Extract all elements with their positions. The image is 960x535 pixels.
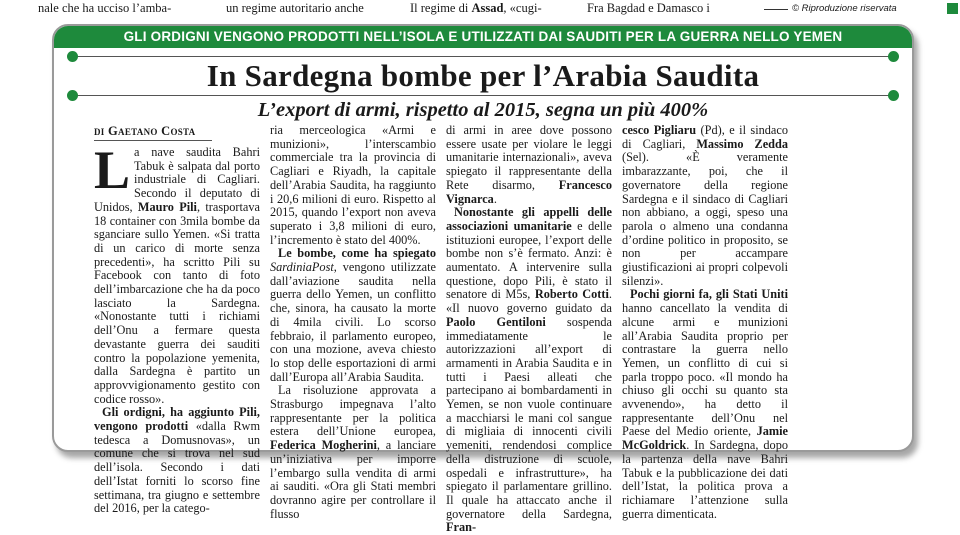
lead-in: Pochi giorni fa, gli Stati Uniti bbox=[630, 287, 788, 302]
body-text: ria merceologica «Armi e munizioni», l’interscambio commerciale tra la provincia di Cagliari e Riyadh, la capitale dell’Arabia Saudita, ha raggiunto i 20,6 milioni di euro. Rispetto al 2015, quando l’export non aveva superato i 3,8 milioni di euro, l’incremento è stato del 400%. bbox=[270, 123, 436, 247]
body-text: (Sel). «È veramente imbarazzante, poi, che il governatore della regione Sardegna e il sindaco di Cagliari non abbiano, a oggi, speso una parola o almeno una condanna d’ordine politico in proposito, se non per accampare giustificazioni ai propri colpevoli silenzi». bbox=[622, 150, 788, 288]
person-name: Paolo Gentiloni bbox=[446, 314, 546, 329]
headline-bottom-rule bbox=[72, 95, 894, 96]
body-text: e delle istituzioni europee, l’export delle bombe non s’è fermato. Anzi: è aumentato. A intervenire sulla questione, dopo Pili, è stato il senatore di M5s, bbox=[446, 218, 612, 302]
kicker-bar bbox=[54, 26, 912, 48]
body-text: La risoluzione approvata a Strasburgo impegnava l’alto rappresentante per la politica estera dell’Unione europea, bbox=[270, 383, 436, 439]
byline: di Gaetano Costa bbox=[94, 124, 196, 138]
source-name: SardiniaPost bbox=[270, 260, 334, 275]
article-column-1 bbox=[94, 140, 261, 516]
body-text: , a lanciare un’iniziativa per imporre l’embargo sulla vendita di armi ai sauditi. «Ora gli Stati membri dovranno agire per controllare il flusso bbox=[270, 438, 436, 521]
headline-top-rule bbox=[72, 56, 894, 57]
body-text: «dalla Rwm tedesca a Domusnovas», un comune che si trova nel sud dell’isola. Secondo i dati dell’Istat forniti lo scorso fine settimana, tra giugno e settembre del 2016, per la catego- bbox=[94, 419, 261, 516]
body-text: a nave saudita Bahri Tabuk è salpata dal porto industriale di Cagliari. Secondo il deputato di Unidos, bbox=[94, 145, 260, 214]
article-frame bbox=[52, 24, 914, 535]
body-text: , vengono utilizzate dall’aviazione saudita nella guerra dello Yemen, un conflitto che, sinora, ha causato la morte di 4mila civili. Lo scorso febbraio, il parlamento europeo, con una mozione, aveva chiesto lo stop delle esportazioni di armi dall’Europa all’Arabia Saudita. bbox=[270, 260, 436, 384]
copyright-notice bbox=[762, 2, 960, 16]
body-text: (Pd), e il sindaco di Cagliari, bbox=[622, 123, 788, 151]
kicker-text: GLI ORDIGNI VENGONO PRODOTTI NELL’ISOLA E UTILIZZATI DAI SAUDITI PER LA GUERRA NELLO YEMEN bbox=[123, 29, 843, 44]
lead-in: Nonostante gli appelli delle associazioni umanitarie bbox=[446, 205, 612, 233]
body-text: . bbox=[493, 191, 497, 206]
body-text: . In Sardegna, dopo la partenza della nave Bahri Tabuk e la pubblicazione dei dati dell’Istat, la politica prova a richiamare l’attenzione sulla guerra dimenticata. bbox=[622, 438, 788, 521]
article-column-3 bbox=[446, 123, 612, 535]
person-name: cesco Pigliaru bbox=[622, 123, 697, 137]
headline: In Sardegna bombe per l’Arabia Saudita bbox=[206, 58, 760, 93]
previous-article-strip bbox=[0, 0, 960, 20]
body-text: di armi in aree dove possono essere usate per violare le leggi umanitarie internazionali», aveva spiegato il rappresentante della Rete disarmo, bbox=[446, 123, 612, 192]
subheadline: L’export di armi, rispetto al 2015, segna un più 400% bbox=[257, 99, 709, 121]
article-column-4 bbox=[622, 123, 788, 521]
top-text-1: nale che ha ucciso l’amba- bbox=[38, 1, 172, 15]
person-name: Jamie McGoldrick bbox=[622, 424, 788, 453]
person-name: Massimo Zedda bbox=[696, 136, 788, 151]
person-name: Federica Mogherini bbox=[270, 438, 377, 453]
top-text-3: Il regime di Assad, «cugi- bbox=[410, 1, 542, 15]
copyright-text: © Riproduzione riservata bbox=[792, 3, 897, 14]
article-column-2 bbox=[270, 123, 436, 521]
top-text-4: Fra Bagdad e Damasco i bbox=[587, 1, 710, 15]
divider bbox=[764, 9, 788, 10]
body-text: . «Il nuovo governo guidato da bbox=[446, 287, 612, 316]
body-text: hanno cancellato la vendita di alcune armi e munizioni all’Arabia Saudita proprio per contrastare la guerra nello Yemen, un conflitto di cui si parla troppo poco. «Il mondo ha chiuso gli occhi su quanto sta avvenendo», ha detto il rappresentante dell’Onu nel Paese del Medio oriente, bbox=[622, 301, 788, 439]
body-text: sospenda immediatamente le autorizzazioni all’export di armamenti in Arabia Saudita e in tutti i Paesi alleati che partecipano ai bombardamenti in Yemen, se non vuole continuare a macchiarsi le mani col sangue di migliaia di innocenti civili yemeniti, rendendosi complice della distruzione di scuole, ospedali e infrastrutture», ha spiegato il parlamentare grillino. Il quale ha attaccato anche il governatore della Sardegna, bbox=[446, 314, 612, 521]
top-text-2: un regime autoritario anche bbox=[226, 1, 364, 15]
body-text: , trasportava 18 container con 3mila bombe da sganciare sullo Yemen. «Si tratta di un carico di morte senza precedenti», ha scritto Pili su Facebook con tanto di foto dell’imbarcazione che ha da poco lasciato la Sardegna. «Nonostante tutti i richiami dell’Onu a fermare questa devastante guerra dei sauditi contro la popolazione yemenita, dalla Sardegna è partito un approvvigionamento gestito con codice rosso». bbox=[94, 199, 260, 406]
person-name: Fran- bbox=[446, 520, 477, 535]
person-name: Roberto Cotti bbox=[534, 287, 609, 302]
lead-in: Le bombe, come ha spiegato bbox=[278, 246, 436, 261]
green-square-icon bbox=[947, 3, 958, 14]
person-name: Francesco Vignarca bbox=[446, 177, 612, 206]
lead-in: Gli ordigni, ha aggiunto Pili, vengono prodotti bbox=[94, 405, 260, 434]
drop-cap: L bbox=[94, 140, 131, 200]
person-name: Mauro Pili bbox=[137, 199, 197, 214]
